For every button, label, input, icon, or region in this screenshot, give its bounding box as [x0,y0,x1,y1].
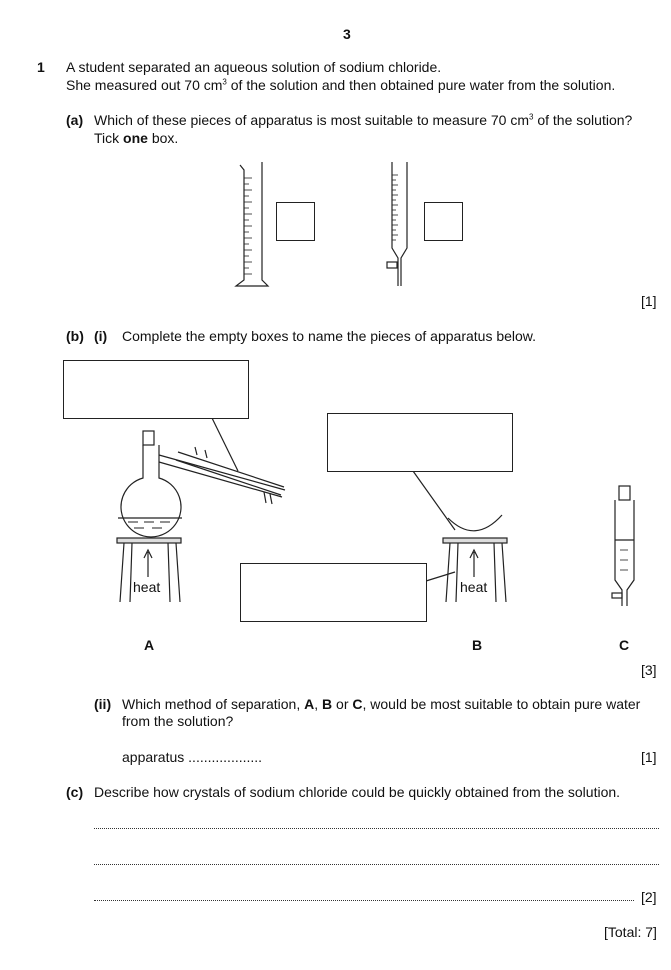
part-b-label: (b) [66,328,84,344]
question-stem-line1: A student separated an aqueous solution of sodium chloride. [66,59,442,75]
apparatus-label-b: B [472,637,483,653]
answer-box-basin[interactable] [327,413,513,472]
answer-line-2[interactable] [94,864,659,865]
answer-box-tripod[interactable] [240,563,427,622]
apparatus-label-c: C [619,637,630,653]
answer-line-3[interactable] [94,900,634,901]
part-c-marks: [2] [641,889,657,905]
question-stem-line2: She measured out 70 $cm^3$ of the solution and then obtained pure water from the solution. [66,77,616,93]
part-a-label: (a) [66,112,84,128]
apparatus-label-a: A [144,637,155,653]
part-a-question: Which of these pieces of apparatus is most suitable to measure 70 $cm^3$ of the solution? [94,112,633,128]
part-b-ii-marks: [1] [641,749,657,765]
separating-funnel-icon [612,486,634,606]
measuring-cylinder-icon [236,162,268,286]
part-c-label: (c) [66,784,84,800]
page-number: 3 [343,26,351,42]
part-b-ii-question: Which method of separation, A, B or C, would be most suitable to obtain pure water [122,696,641,712]
answer-line-1[interactable] [94,828,659,829]
apparatus-answer-field[interactable]: apparatus ................... [122,749,263,765]
part-c-question: Describe how crystals of sodium chloride could be quickly obtained from the solution. [94,784,621,800]
heat-label-a: heat [133,579,161,595]
answer-box-condenser[interactable] [63,360,249,419]
part-b-ii-label: (ii) [94,696,112,712]
total-marks: [Total: 7] [604,924,657,940]
part-b-i-label: (i) [94,328,108,344]
tick-box-measuring-cylinder[interactable] [276,202,315,241]
part-b-ii-line2: from the solution? [122,713,234,729]
part-a-marks: [1] [641,293,657,309]
tick-box-burette[interactable] [424,202,463,241]
question-number: 1 [37,59,45,75]
part-b-i-marks: [3] [641,662,657,678]
heat-label-b: heat [460,579,488,595]
part-b-i-text: Complete the empty boxes to name the pieces of apparatus below. [122,328,537,344]
tick-instruction: Tick one box. [94,130,179,146]
burette-icon [387,162,407,286]
